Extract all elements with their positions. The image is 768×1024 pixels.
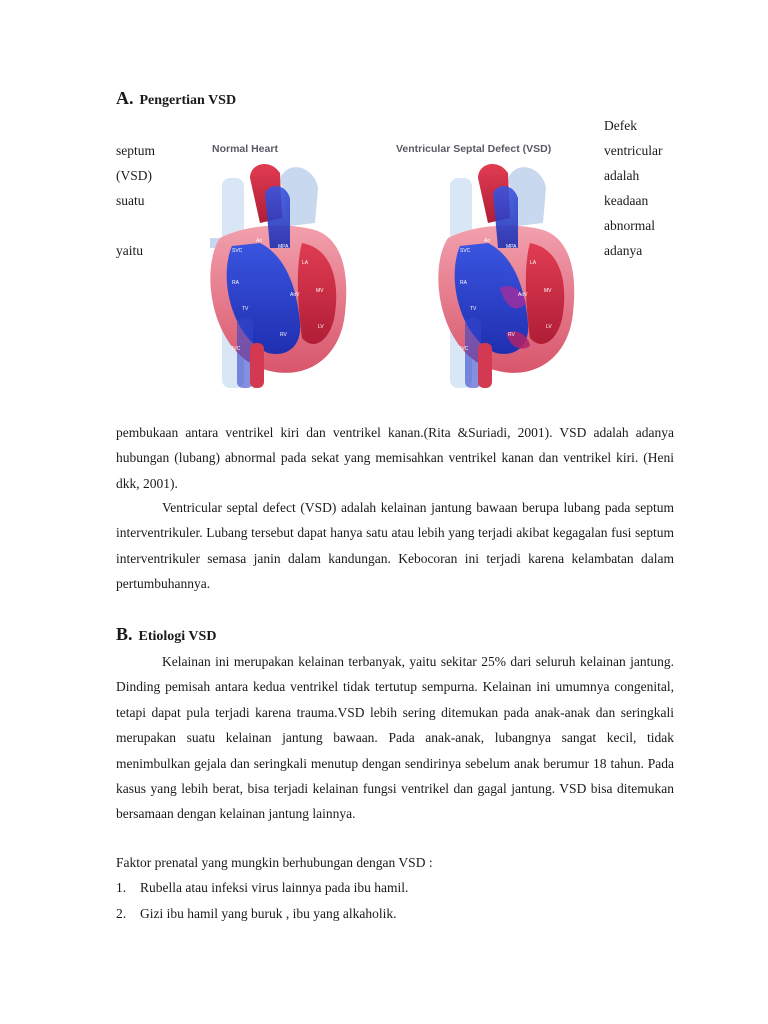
section-a-heading (116, 88, 236, 109)
section-b-paragraph: Kelainan ini merupakan kelainan terbanyak, yaitu sekitar 25% dari seluruh kelainan jantung. Dinding pemisah antara kedua ventrikel tidak tertutup sempurna. Kelainan ini umumnya congenital, tetapi dapat pula terjadi karena trauma.VSD lebih sering ditemukan pada anak-anak dan seringkali merupakan suatu kelainan jantung bawaan. Pada anak-anak, lubangnya sangat kecil, tidak menimbulkan gejala dan seringkali menutup dengan sendirinya sebelum anak berumur 18 tahun. Pada kasus yang lebih berat, bisa terjadi kelainan fungsi ventrikel dan gagal jantung. VSD bisa ditemukan bersamaan dengan kelainan jantung lainnya. (116, 654, 674, 822)
vsd-heart-illustration (438, 164, 574, 388)
section-b-heading (116, 624, 216, 645)
label-ra: RA (232, 280, 239, 286)
label-mpa: MPA (506, 244, 517, 250)
section-a-paragraph-1: pembukaan antara ventrikel kiri dan ventrikel kanan.(Rita &Suriadi, 2001). VSD adalah adanya hubungan (lubang) abnormal pada sekat yang memisahkan ventrikel kanan dan ventrikel kiri. (Heni dkk, 2001). (116, 425, 674, 491)
left-word-column (116, 138, 155, 263)
list-item-text: Gizi ibu hamil yang buruk , ibu yang alkaholik. (140, 906, 397, 921)
list-item (116, 906, 396, 922)
label-aov: AoV (518, 292, 528, 298)
label-svc: SVC (460, 248, 471, 254)
label-lv: LV (546, 324, 552, 330)
label-mpa: MPA (278, 244, 289, 250)
label-mv: MV (316, 288, 324, 294)
right-word: Defek (604, 118, 637, 133)
section-b-title: Etiologi VSD (138, 629, 217, 644)
label-svc: SVC (232, 248, 243, 254)
list-item-number: 2. (116, 906, 127, 921)
label-tv: TV (470, 306, 477, 312)
left-word (116, 213, 155, 238)
label-tv: TV (242, 306, 249, 312)
list-item (116, 880, 408, 896)
label-la: LA (530, 260, 537, 266)
right-word: abnormal (604, 218, 655, 233)
right-word: adanya (604, 243, 643, 258)
section-a-paragraph-2: Ventricular septal defect (VSD) adalah kelainan jantung bawaan berupa lubang pada septum interventrikuler. Lubang tersebut dapat hanya satu atau lebih yang terjadi akibat kegagalan fusi septum interventrikuler semasa janin dalam kandungan. Kebocoran ini terjadi karena kelambatan dalam pertumbuhannya. (116, 500, 674, 592)
right-word-column (604, 113, 662, 263)
section-a-letter: A. (116, 88, 134, 108)
factors-intro: Faktor prenatal yang mungkin berhubungan dengan VSD : (116, 855, 433, 870)
label-ao: Ao (484, 238, 491, 244)
left-word: yaitu (116, 243, 143, 258)
vsd-heart-title: Ventricular Septal Defect (VSD) (396, 143, 552, 155)
label-lv: LV (318, 324, 324, 330)
label-rv: RV (508, 332, 515, 338)
heart-diagram-figure (190, 138, 590, 390)
left-word: suatu (116, 193, 145, 208)
right-word: keadaan (604, 193, 649, 208)
section-b-letter: B. (116, 624, 133, 644)
label-ivc: IVC (232, 346, 241, 352)
normal-heart-title: Normal Heart (212, 143, 278, 155)
left-word: septum (116, 143, 155, 158)
label-mv: MV (544, 288, 552, 294)
label-la: LA (302, 260, 309, 266)
right-word: ventricular (604, 143, 663, 158)
label-aov: AoV (290, 292, 300, 298)
label-ivc: IVC (460, 346, 469, 352)
right-word: adalah (604, 168, 640, 183)
list-item-number: 1. (116, 880, 127, 895)
label-ra: RA (460, 280, 467, 286)
left-word: (VSD) (116, 168, 152, 183)
label-rv: RV (280, 332, 287, 338)
label-ao: Ao (256, 238, 263, 244)
normal-heart-illustration (210, 164, 346, 388)
section-a-title: Pengertian VSD (139, 93, 237, 108)
list-item-text: Rubella atau infeksi virus lainnya pada ibu hamil. (140, 880, 409, 895)
